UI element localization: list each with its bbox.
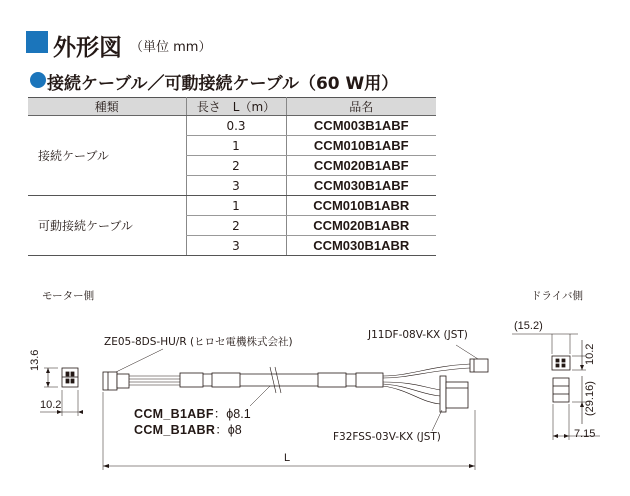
length-cell: 1 [186, 136, 286, 156]
part-number-cell: CCM030B1ABR [286, 236, 436, 256]
driver-total-dim: (29.16) [584, 381, 596, 416]
cable-abr-name: CCM_B1ABR [134, 423, 216, 437]
cable-abf-name: CCM_B1ABF [134, 407, 214, 421]
signal-connector-label: J11DF-08V-KX (JST) [368, 329, 468, 341]
cable-abf-diameter: ：ϕ8.1 [213, 407, 251, 421]
part-number-cell: CCM020B1ABF [286, 156, 436, 176]
header-part-name: 品名 [286, 98, 436, 116]
cable-abr-diameter: ：ϕ8 [215, 423, 242, 437]
part-number-cell: CCM003B1ABF [286, 116, 436, 136]
signal-connector [470, 359, 488, 372]
motor-side-label: モーター側 [42, 290, 95, 302]
driver-height-dim: 10.2 [584, 343, 596, 365]
category-cell: 接続ケーブル [28, 116, 186, 196]
part-number-cell: CCM020B1ABR [286, 216, 436, 236]
length-cell: 3 [186, 176, 286, 196]
motor-connector-front-view [62, 368, 78, 387]
length-dimension-label: L [284, 452, 291, 464]
header-type: 種類 [28, 98, 186, 116]
motor-connector-side-view [103, 372, 129, 390]
motor-width-dim: 10.2 [40, 399, 62, 411]
driver-side-label: ドライバ側 [531, 290, 583, 302]
length-cell: 3 [186, 236, 286, 256]
driver-connector-front-view [552, 356, 570, 402]
length-cell: 0.3 [186, 116, 286, 136]
category-cell: 可動接続ケーブル [28, 196, 186, 256]
unit-note: （単位 mm） [130, 40, 212, 55]
length-cell: 2 [186, 156, 286, 176]
part-number-cell: CCM010B1ABR [286, 196, 436, 216]
cable-abr-spec [134, 420, 242, 438]
part-number-cell: CCM030B1ABF [286, 176, 436, 196]
length-cell: 2 [186, 216, 286, 236]
part-number-cell: CCM010B1ABF [286, 136, 436, 156]
motor-height-dim: 13.6 [29, 349, 41, 371]
length-cell: 1 [186, 196, 286, 216]
driver-width-dim: 7.15 [574, 428, 596, 440]
page-title: 外形図 [53, 35, 122, 61]
driver-top-dim: (15.2) [514, 320, 543, 332]
section-subtitle: 接続ケーブル／可動接続ケーブル（60 W用） [47, 74, 399, 94]
power-connector-label: F32FSS-03V-KX (JST) [333, 431, 441, 443]
header-length: 長さ L（m） [186, 98, 286, 116]
motor-connector-label: ZE05-8DS-HU/R (ヒロセ電機株式会社) [104, 336, 293, 348]
power-connector [440, 376, 468, 412]
